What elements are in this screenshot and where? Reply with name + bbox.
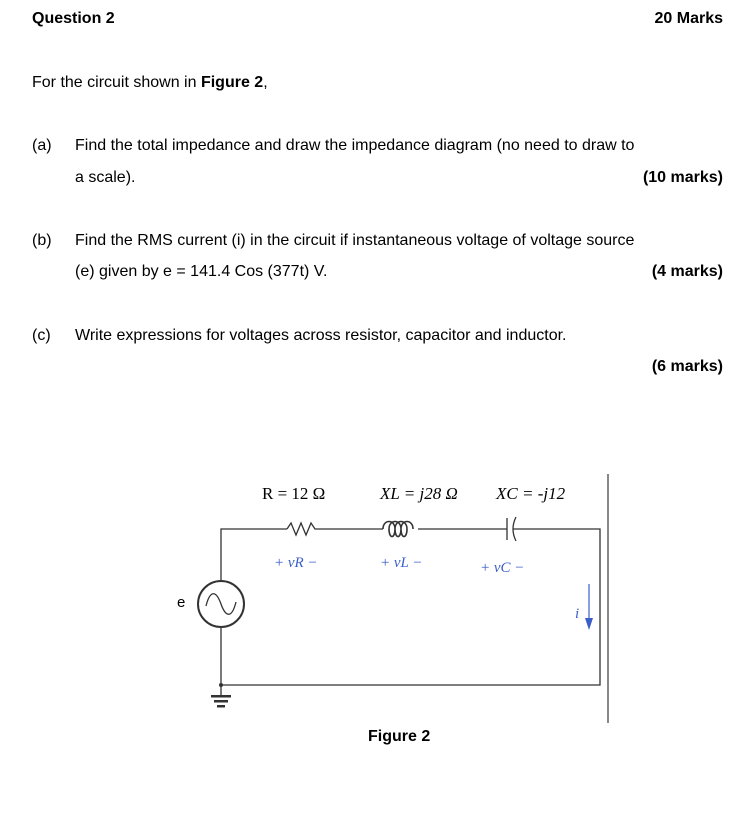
vr-polarity: + vR − (274, 555, 318, 571)
source-label: e (177, 594, 186, 611)
inductor-label: XL = j28 Ω (380, 484, 458, 503)
vc-polarity: + vC − (480, 560, 525, 576)
ground-icon (211, 695, 231, 708)
figure-caption: Figure 2 (368, 728, 431, 745)
total-marks: 20 Marks (654, 10, 723, 27)
intro-prefix: For the circuit shown in (32, 74, 201, 91)
sine-symbol (206, 594, 236, 615)
part-c-label: (c) (32, 327, 51, 344)
resistor-label: R = 12 Ω (262, 484, 326, 503)
resistor-icon (287, 523, 383, 535)
part-b-label: (b) (32, 232, 52, 249)
part-a-line1: Find the total impedance and draw the impedance diagram (no need to draw to (75, 137, 635, 154)
part-a-line2: a scale). (75, 169, 136, 186)
part-b-marks: (4 marks) (651, 263, 723, 280)
capacitor-icon (221, 517, 600, 685)
capacitor-label: XC = -j12 (496, 484, 566, 503)
part-b-line1: Find the RMS current (i) in the circuit if instantaneous voltage of voltage source (75, 232, 635, 249)
vl-polarity: + vL − (380, 555, 423, 571)
part-c-marks: (6 marks) (651, 358, 723, 375)
part-a-marks: (10 marks) (642, 169, 723, 186)
current-label: i (575, 606, 580, 622)
figure-ref: Figure 2 (200, 74, 264, 91)
inductor-icon (383, 522, 413, 537)
intro-suffix: , (263, 74, 268, 91)
current-arrow-icon (585, 584, 593, 630)
part-b-line2: (e) given by e = 141.4 Cos (377t) V. (75, 263, 328, 280)
question-title: Question 2 (32, 10, 115, 27)
part-a-label: (a) (32, 137, 52, 154)
part-c-line1: Write expressions for voltages across resistor, capacitor and inductor. (75, 327, 567, 344)
